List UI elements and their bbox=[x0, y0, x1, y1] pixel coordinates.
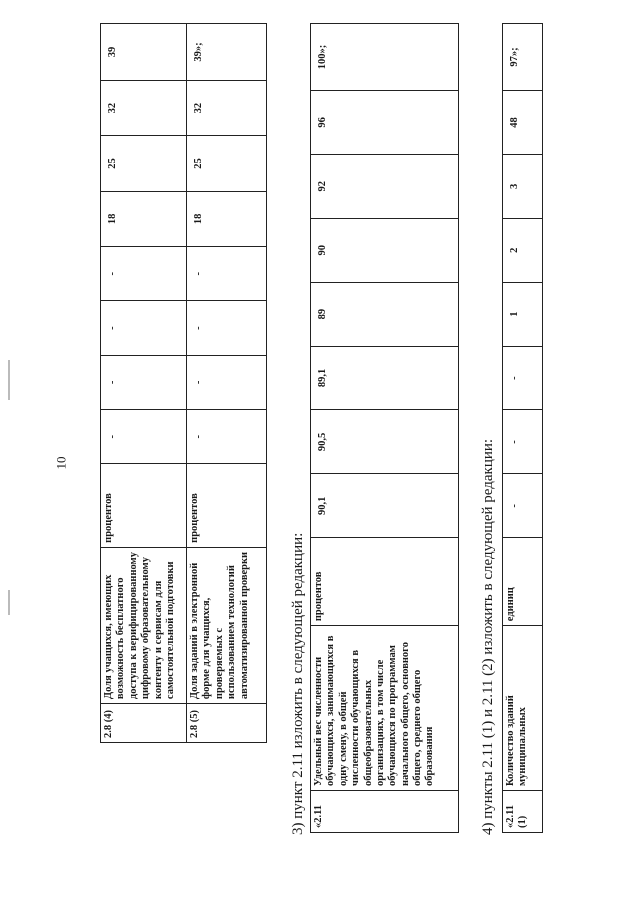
row-code: «2.11 (1) bbox=[503, 791, 543, 833]
value-cell: 18 bbox=[187, 191, 267, 246]
table-row bbox=[187, 24, 267, 743]
row-unit: процентов bbox=[187, 464, 267, 547]
table-2-8 bbox=[100, 23, 267, 743]
table-row bbox=[311, 24, 459, 833]
value-cell: 90 bbox=[311, 218, 459, 282]
value-cell: 92 bbox=[311, 154, 459, 218]
value-cell: 96 bbox=[311, 90, 459, 154]
row-name: Доля учащихся, имеющих возможность бесплатного доступа к верифицированному цифровому образовательному контенту и сервисам для самостоятельной подготовки bbox=[101, 547, 187, 703]
value-cell: 90,1 bbox=[311, 474, 459, 538]
value-cell: 25 bbox=[187, 136, 267, 191]
value-cell: - bbox=[187, 301, 267, 355]
value-cell: 2 bbox=[503, 218, 543, 282]
value-cell: 32 bbox=[187, 80, 267, 135]
value-cell: - bbox=[101, 247, 187, 301]
value-cell: - bbox=[101, 410, 187, 464]
value-cell: 39»; bbox=[187, 24, 267, 81]
row-name: Количество зданий муниципальных bbox=[503, 626, 543, 791]
value-cell: 48 bbox=[503, 91, 543, 155]
page-number: 10 bbox=[53, 456, 69, 470]
value-cell: - bbox=[101, 355, 187, 409]
row-code: «2.11 bbox=[311, 791, 459, 833]
value-cell: - bbox=[101, 301, 187, 355]
row-code: 2.8 (5) bbox=[187, 704, 267, 743]
value-cell: - bbox=[187, 355, 267, 409]
value-cell: 25 bbox=[101, 136, 187, 191]
row-name: Доля заданий в электронной форме для учащихся, проверяемых с использованием технологий автоматизированной проверки bbox=[187, 547, 267, 703]
value-cell: 97»; bbox=[503, 24, 543, 91]
value-cell: - bbox=[503, 410, 543, 474]
table-2-11 bbox=[310, 23, 459, 833]
table-row bbox=[101, 24, 187, 743]
value-cell: 1 bbox=[503, 282, 543, 346]
table-row bbox=[503, 24, 543, 833]
value-cell: - bbox=[187, 247, 267, 301]
value-cell: - bbox=[503, 346, 543, 410]
row-unit: процентов bbox=[311, 538, 459, 626]
value-cell: 18 bbox=[101, 191, 187, 246]
value-cell: - bbox=[503, 474, 543, 538]
value-cell: - bbox=[187, 410, 267, 464]
row-code: 2.8 (4) bbox=[101, 704, 187, 743]
value-cell: 3 bbox=[503, 154, 543, 218]
row-unit: процентов bbox=[101, 464, 187, 547]
value-cell: 32 bbox=[101, 80, 187, 135]
value-cell: 89 bbox=[311, 282, 459, 346]
row-unit: единиц bbox=[503, 538, 543, 626]
value-cell: 89,1 bbox=[311, 346, 459, 410]
row-name: Удельный вес численности обучающихся, занимающихся в одну смену, в общей численности обучающихся в общеобразовательных организациях, в том числе обучающихся по программам начального общего, основного общего, среднего общего образования bbox=[311, 626, 459, 791]
value-cell: 90,5 bbox=[311, 410, 459, 474]
value-cell: 100»; bbox=[311, 24, 459, 91]
section-4-heading: 4) пункты 2.11 (1) и 2.11 (2) изложить в следующей редакции: bbox=[480, 438, 496, 835]
table-2-11-1 bbox=[502, 23, 543, 833]
value-cell: 39 bbox=[101, 24, 187, 81]
section-3-heading: 3) пункт 2.11 изложить в следующей редакции: bbox=[290, 532, 306, 835]
